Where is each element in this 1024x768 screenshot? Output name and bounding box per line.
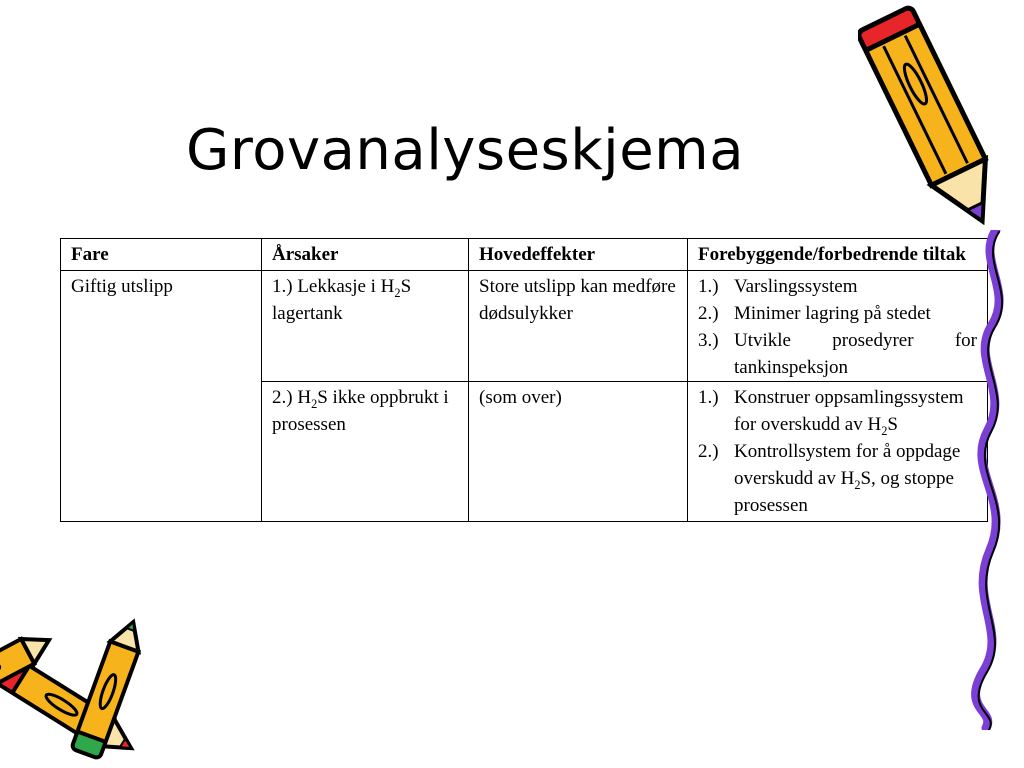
table-row (61, 271, 988, 382)
list-item: 3.) Utvikle prosedyrer for tankinspeksjon (698, 330, 977, 378)
risk-analysis-table (60, 238, 988, 522)
arsak-cell-1: 1.) Lekkasje i $H_2S$ lagertank (262, 271, 469, 382)
fare-cell: Giftig utslipp (61, 271, 262, 522)
header-tiltak: Forebyggende/forbedrende tiltak (688, 239, 988, 271)
arsak-cell-2: 2.) $H_2S$ ikke oppbrukt i prosessen (262, 382, 469, 522)
header-hovedeffekter: Hovedeffekter (469, 239, 688, 271)
effekt-cell-2: (som over) (469, 382, 688, 522)
list-item: 1.) Varslingssystem (698, 276, 858, 297)
header-fare: Fare (61, 239, 262, 271)
header-arsaker: Årsaker (262, 239, 469, 271)
list-item: 2.) Kontrollsystem for å oppdage overskudd av $H_2S$, og stoppe prosessen (698, 441, 961, 516)
wavy-line-decoration (966, 230, 1024, 730)
tiltak-cell-1 (688, 271, 988, 382)
slide-title: Grovanalyseskjema (186, 118, 745, 183)
table-header-row (61, 239, 988, 271)
effekt-cell-1: Store utslipp kan medføre dødsulykker (469, 271, 688, 382)
list-item: 2.) Minimer lagring på stedet (698, 303, 931, 324)
list-item: 1.) Konstruer oppsamlingssystem for overskudd av $H_2S$ (698, 387, 964, 438)
pencil-icon (858, 2, 1008, 242)
tiltak-cell-2 (688, 382, 988, 522)
pencil-icon (0, 610, 210, 768)
